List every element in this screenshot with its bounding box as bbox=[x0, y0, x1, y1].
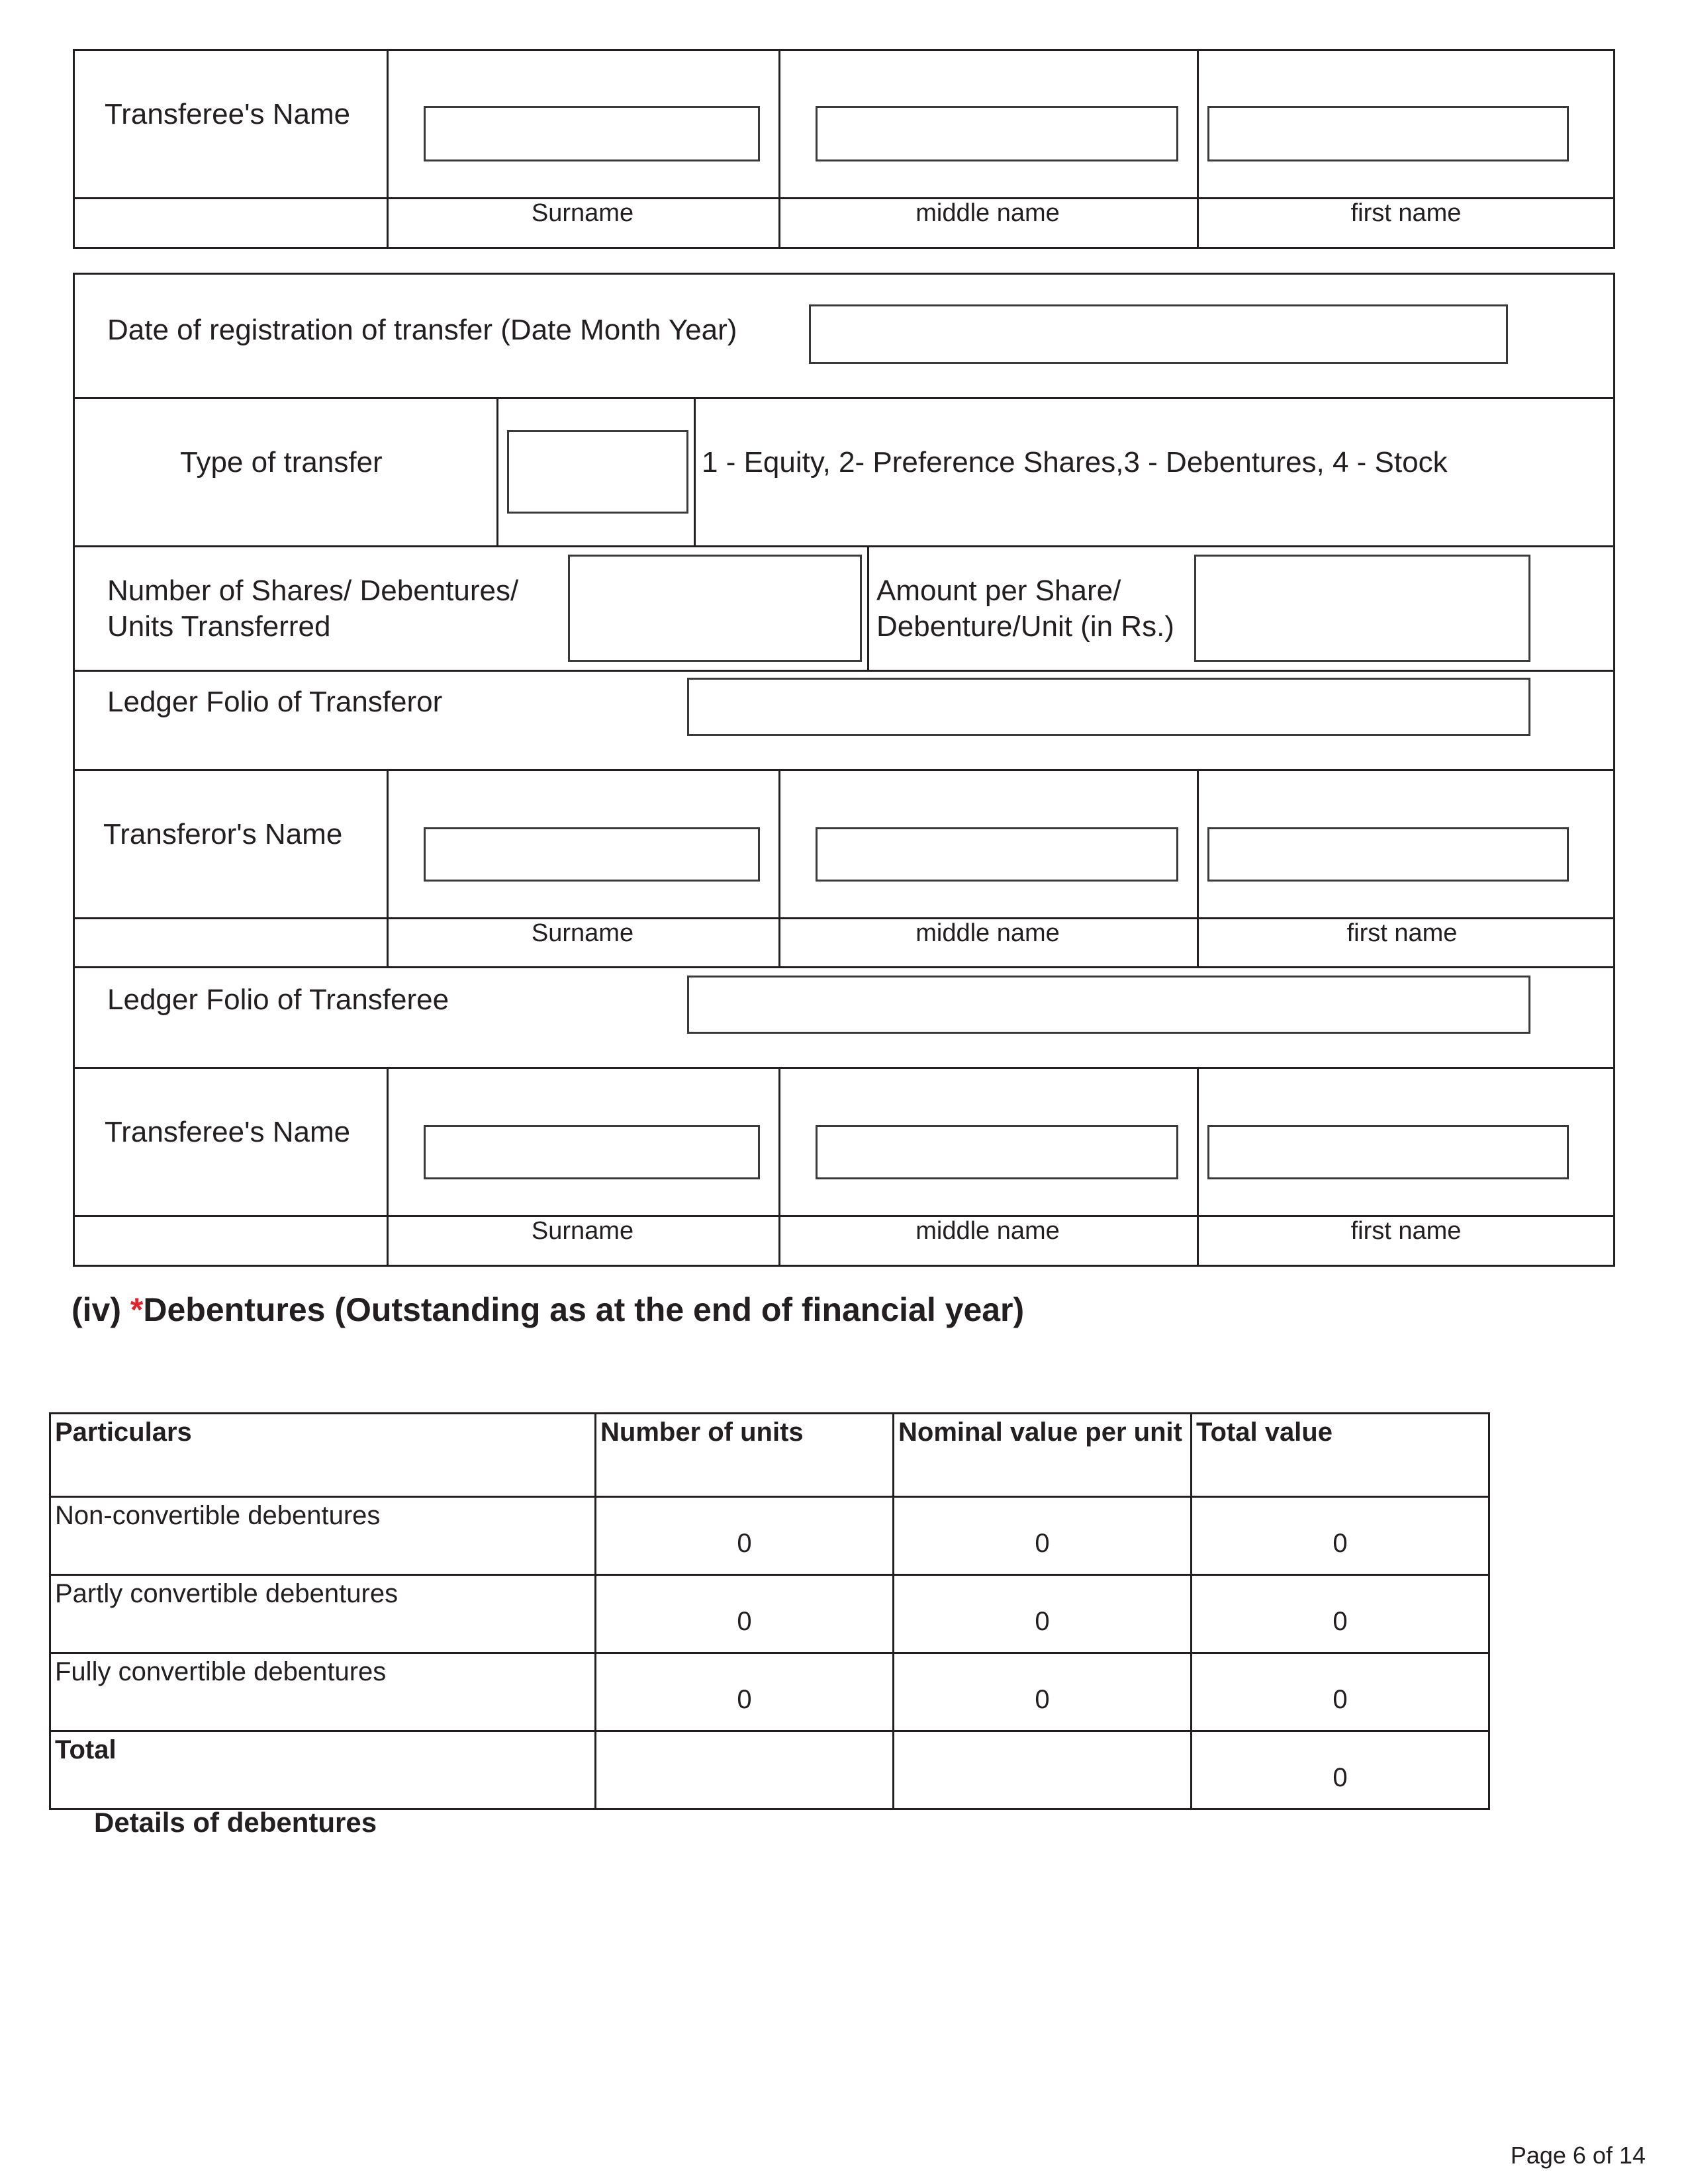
number-transferred-input[interactable] bbox=[568, 555, 862, 662]
row-nominal: 0 bbox=[894, 1653, 1192, 1731]
divider bbox=[496, 397, 498, 545]
divider bbox=[73, 966, 1615, 968]
ledger-folio-transferee-label: Ledger Folio of Transferee bbox=[107, 983, 449, 1016]
divider bbox=[867, 545, 869, 670]
table-row bbox=[50, 1575, 1489, 1653]
header-number-of-units: Number of units bbox=[596, 1414, 894, 1497]
section-number: (iv) bbox=[71, 1291, 130, 1328]
divider bbox=[73, 769, 1615, 771]
transferor-middle-name-input[interactable] bbox=[816, 827, 1178, 882]
transferor-first-name-input[interactable] bbox=[1207, 827, 1569, 882]
total-nominal-empty bbox=[894, 1731, 1192, 1809]
transferee-first-name-input[interactable] bbox=[1207, 1125, 1569, 1179]
middle-name-caption: middle name bbox=[915, 199, 1060, 227]
first-name-caption: first name bbox=[1350, 199, 1462, 227]
first-name-caption: first name bbox=[1346, 919, 1458, 947]
table-header-row bbox=[50, 1414, 1489, 1497]
amount-per-share-label-line2: Debenture/Unit (in Rs.) bbox=[876, 610, 1174, 643]
type-of-transfer-input[interactable] bbox=[507, 430, 688, 514]
transferee-name-label: Transferee's Name bbox=[105, 98, 351, 130]
debentures-table bbox=[49, 1412, 1490, 1810]
amount-per-share-input[interactable] bbox=[1194, 555, 1530, 662]
table-row bbox=[50, 1497, 1489, 1575]
row-particular: Fully convertible debentures bbox=[50, 1653, 596, 1731]
details-of-debentures-heading: Details of debentures bbox=[94, 1807, 377, 1838]
divider bbox=[73, 545, 1615, 547]
ledger-folio-transferor-label: Ledger Folio of Transferor bbox=[107, 686, 443, 718]
debentures-section-title bbox=[71, 1291, 1024, 1329]
divider bbox=[73, 670, 1615, 672]
ledger-folio-transferor-input[interactable] bbox=[687, 678, 1530, 736]
type-of-transfer-options: 1 - Equity, 2- Preference Shares,3 - Debentures, 4 - Stock bbox=[702, 446, 1448, 478]
first-name-caption: first name bbox=[1350, 1217, 1462, 1245]
ledger-folio-transferee-input[interactable] bbox=[687, 976, 1530, 1034]
surname-caption: Surname bbox=[531, 919, 634, 947]
row-units: 0 bbox=[596, 1497, 894, 1575]
row-total: 0 bbox=[1192, 1575, 1489, 1653]
divider bbox=[73, 1067, 1615, 1069]
date-of-registration-input[interactable] bbox=[809, 304, 1508, 364]
transferor-name-label: Transferor's Name bbox=[103, 818, 343, 850]
page-number: Page 6 of 14 bbox=[1510, 2142, 1646, 2169]
middle-name-caption: middle name bbox=[915, 1217, 1060, 1245]
surname-caption: Surname bbox=[531, 199, 634, 227]
row-particular: Partly convertible debentures bbox=[50, 1575, 596, 1653]
header-particulars: Particulars bbox=[50, 1414, 596, 1497]
transferee-middle-name-input[interactable] bbox=[816, 1125, 1178, 1179]
transferee-surname-input[interactable] bbox=[424, 1125, 760, 1179]
amount-per-share-label-line1: Amount per Share/ bbox=[876, 574, 1121, 607]
table-total-row bbox=[50, 1731, 1489, 1809]
middle-name-caption: middle name bbox=[915, 919, 1060, 947]
row-units: 0 bbox=[596, 1653, 894, 1731]
transferee-surname-input[interactable] bbox=[424, 106, 760, 161]
transferor-surname-input[interactable] bbox=[424, 827, 760, 882]
divider bbox=[73, 397, 1615, 399]
table-row bbox=[50, 1653, 1489, 1731]
header-nominal-value: Nominal value per unit bbox=[894, 1414, 1192, 1497]
transferee-middle-name-input[interactable] bbox=[816, 106, 1178, 161]
section-title-text: Debentures (Outstanding as at the end of financial year) bbox=[143, 1291, 1025, 1328]
number-transferred-label-line2: Units Transferred bbox=[107, 610, 331, 643]
row-particular: Non-convertible debentures bbox=[50, 1497, 596, 1575]
row-total: 0 bbox=[1192, 1497, 1489, 1575]
transferee-name-label: Transferee's Name bbox=[105, 1116, 351, 1148]
divider bbox=[694, 397, 696, 545]
transferee-first-name-input[interactable] bbox=[1207, 106, 1569, 161]
total-value: 0 bbox=[1192, 1731, 1489, 1809]
type-of-transfer-label: Type of transfer bbox=[180, 446, 383, 478]
row-nominal: 0 bbox=[894, 1575, 1192, 1653]
required-marker: * bbox=[130, 1291, 144, 1328]
row-total: 0 bbox=[1192, 1653, 1489, 1731]
header-total-value: Total value bbox=[1192, 1414, 1489, 1497]
total-units-empty bbox=[596, 1731, 894, 1809]
row-nominal: 0 bbox=[894, 1497, 1192, 1575]
row-units: 0 bbox=[596, 1575, 894, 1653]
surname-caption: Surname bbox=[531, 1217, 634, 1245]
total-label: Total bbox=[50, 1731, 596, 1809]
number-transferred-label-line1: Number of Shares/ Debentures/ bbox=[107, 574, 519, 607]
date-of-registration-label: Date of registration of transfer (Date Month Year) bbox=[107, 314, 737, 346]
